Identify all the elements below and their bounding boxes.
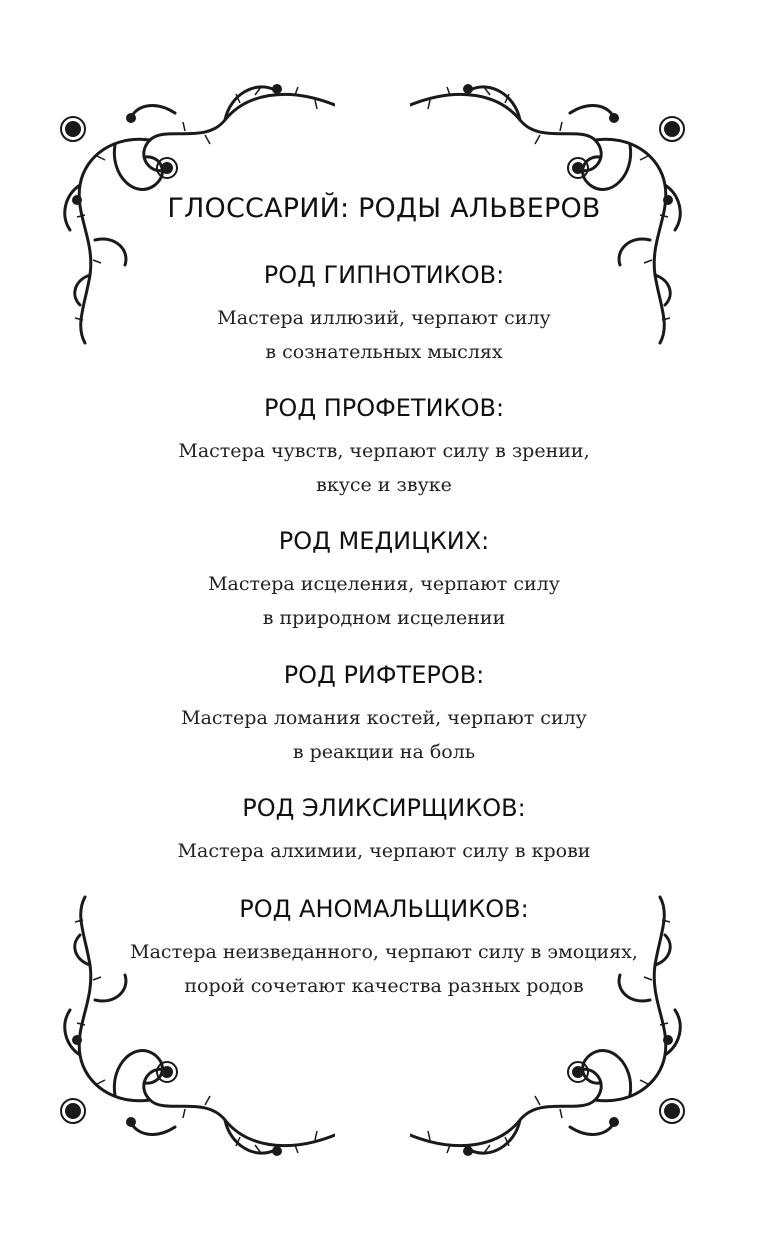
entry-heading: РОД ПРОФЕТИКОВ: [263, 394, 505, 422]
entry-description [0, 567, 768, 635]
description-line: Мастера чувств, черпают силу в зрении, [178, 440, 590, 462]
description-line: вкусе и звуке [316, 474, 452, 496]
description-line: в сознательных мыслях [265, 341, 503, 363]
glossary-entry [0, 259, 768, 369]
page-title: ГЛОССАРИЙ: РОДЫ АЛЬВЕРОВ [167, 193, 601, 224]
glossary-entry [0, 392, 768, 502]
description-line: Мастера иллюзий, черпают силу [217, 307, 551, 329]
description-line: в реакции на боль [292, 741, 476, 763]
description-line: Мастера алхимии, черпают силу в крови [177, 840, 591, 862]
glossary-entry [0, 792, 768, 868]
entry-heading: РОД ГИПНОТИКОВ: [263, 261, 505, 289]
description-line: порой сочетают качества разных родов [184, 975, 584, 997]
description-line: в природном исцелении [262, 607, 506, 629]
glossary-entry [0, 525, 768, 635]
entry-heading: РОД ЭЛИКСИРЩИКОВ: [242, 794, 526, 822]
entry-description [0, 834, 768, 868]
description-line: Мастера ломания костей, черпают силу [181, 707, 587, 729]
glossary-entry [0, 893, 768, 1003]
description-line: Мастера исцеления, черпают силу [208, 573, 560, 595]
entry-description [0, 434, 768, 502]
entry-heading: РОД РИФТЕРОВ: [283, 661, 485, 689]
glossary-entry [0, 659, 768, 769]
entry-description [0, 701, 768, 769]
entry-description [0, 301, 768, 369]
description-line: Мастера неизведанного, черпают силу в эмоциях, [130, 941, 638, 963]
entry-heading: РОД АНОМАЛЬЩИКОВ: [239, 895, 529, 923]
entry-description [0, 935, 768, 1003]
entry-heading: РОД МЕДИЦКИХ: [278, 527, 490, 555]
